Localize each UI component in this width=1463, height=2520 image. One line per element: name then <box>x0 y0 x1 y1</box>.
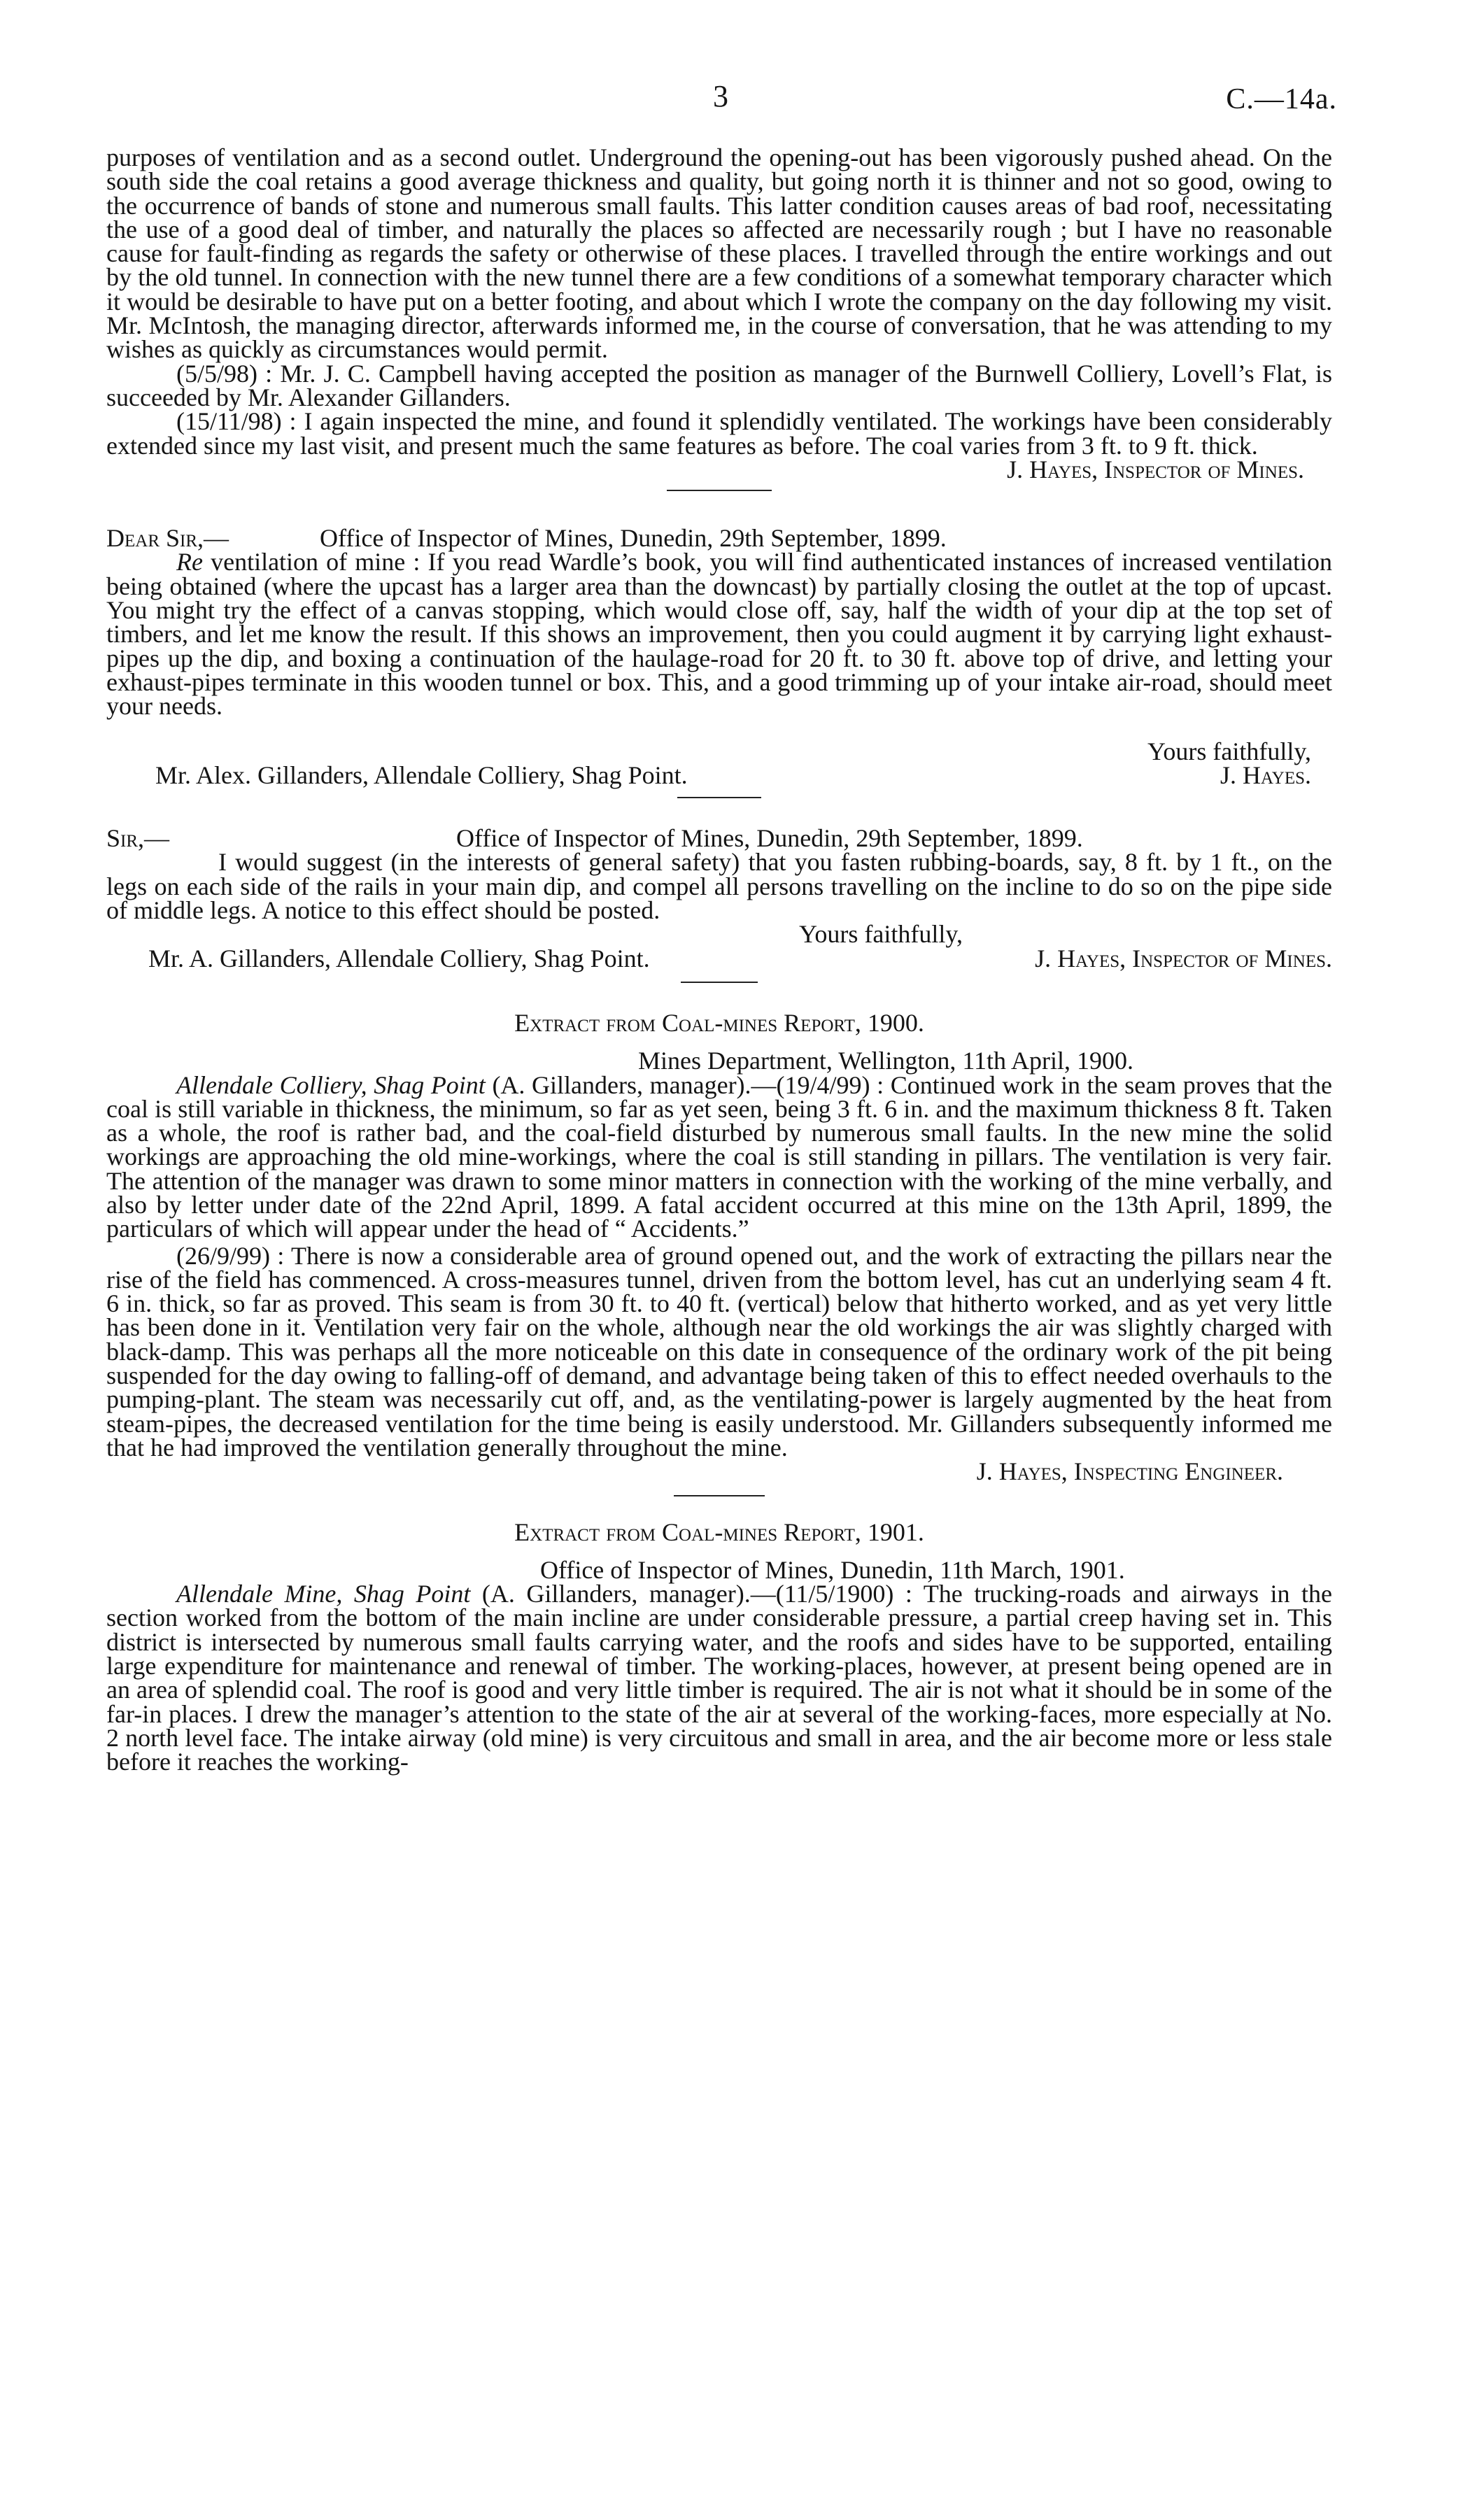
letter2-footer <box>106 944 1332 972</box>
letter1-salutation: Dear Sir,— <box>106 524 229 553</box>
letter2-header <box>106 824 1332 853</box>
divider <box>674 1495 765 1496</box>
letter1-body-lead: Re <box>176 548 203 576</box>
letter1-footer <box>106 760 1332 789</box>
extract-1901-dateline: Office of Inspector of Mines, Dunedin, 11th March, 1901. <box>540 1555 1125 1584</box>
page-number: 3 <box>713 79 728 113</box>
letter2-body: I would suggest (in the interests of general safety) that you fasten rubbing-boards, say, 8 ft. by 1 ft., on the legs on each side of the rails in your main dip, and compel all persons travelling on the incline to do so on the pipe side of middle legs. A notice to this effect should be posted. <box>106 848 1332 925</box>
extract-1901-paragraph-1 <box>106 1582 1332 1774</box>
continuation-paragraph: purposes of ventilation and as a second outlet. Underground the opening-out has been vigorously pushed ahead. On the south side the coal retains a good average thickness and quality, but going north it is thinner and not so good, owing to the occurrence of bands of stone and numerous small faults. This latter condition causes areas of bad roof, necessitating the use of a good deal of timber, and naturally the places so affected are necessarily rough ; but I have no reasonable cause for fault-finding as regards the safety or otherwise of these places. I travelled through the entire workings and out by the old tunnel. In connection with the new tunnel there are a few conditions of a somewhat temporary character which it would be desirable to have put on a better footing, and about which I wrote the company on the day following my visit. Mr. McIntosh, the managing director, afterwards informed me, in the course of conversation, that he was attending to my wishes as quickly as circumstances would permit. <box>106 143 1332 364</box>
extract-1900-lead: Allendale Colliery, Shag Point <box>176 1070 486 1099</box>
extract-1900-dateline: Mines Department, Wellington, 11th April, 1900. <box>638 1047 1134 1075</box>
extract-1900-p1-text: (A. Gillanders, manager).—(19/4/99) : Continued work in the seam proves that the coal is still variable in thickness, the minimum, so far as yet seen, being 3 ft. 6 in. and the maximum thickness 8 ft. Taken as a whole, the roof is rather bad, and the coal-field disturbed by numerous small faults. In the new mine the solid workings are approaching the old mine-workings, where the coal is still standing in pillars. The ventilation is very fair. The attention of the manager was drawn to some minor matters in connection with the working of the mine verbally, and also by letter under date of the 22nd April, 1899. A fatal accident occurred at this mine on the 13th April, 1899, the particulars of which will appear under the head of “ Accidents.” <box>106 1070 1332 1243</box>
letter1-addressee: Mr. Alex. Gillanders, Allendale Colliery, Shag Point. <box>155 760 688 789</box>
extract-1900-heading: Extract from Coal-mines Report, 1900. <box>514 1008 924 1037</box>
letter2-addressee: Mr. A. Gillanders, Allendale Colliery, Shag Point. <box>148 944 650 972</box>
extract-1901-heading: Extract from Coal-mines Report, 1901. <box>514 1517 924 1546</box>
note-inspection <box>106 409 1332 458</box>
divider <box>677 797 761 798</box>
letter2-office-line: Office of Inspector of Mines, Dunedin, 29th September, 1899. <box>456 824 1083 853</box>
letter2-closing: Yours faithfully, <box>799 920 963 949</box>
main-column <box>106 143 1333 1776</box>
divider <box>681 982 758 983</box>
letter2-signature: J. Hayes, Inspector of Mines. <box>1035 944 1332 972</box>
letter1-closing: Yours faithfully, <box>1147 737 1311 765</box>
note-inspection-text: (15/11/98) : I again inspected the mine, and found it splendidly ventilated. The workings have been considerably extended since my last visit, and present much the same features as before. The coal varies from 3 ft. to 9 ft. thick. <box>106 407 1332 460</box>
letter1-office-line: Office of Inspector of Mines, Dunedin, 29th September, 1899. <box>320 524 947 553</box>
document-reference: C.—14a. <box>1226 83 1337 115</box>
signature-text: J. Hayes, Inspector of Mines. <box>1007 455 1304 483</box>
extract-1900-signature-text: J. Hayes, Inspecting Engineer. <box>976 1457 1283 1486</box>
letter2-salutation: Sir,— <box>106 824 170 853</box>
extract-1900-paragraph-1 <box>106 1070 1332 1243</box>
extract-1901-lead: Allendale Mine, Shag Point <box>176 1580 471 1608</box>
signature-hayes-1 <box>106 455 1332 483</box>
divider <box>667 490 772 491</box>
extract-1901-p1-text: (A. Gillanders, manager).—(11/5/1900) : The trucking-roads and airways in the section worked from the bottom of the main incline are under considerable pressure, a partial creep having set in. This district is intersected by numerous small faults carrying water, and the roofs and sides have to be supported, entailing large expenditure for maintenance and renewal of timber. The working-places, however, at present being opened are in an area of splendid coal. The roof is good and very little timber is required. The air is not what it should be in some of the far-in places. I drew the manager’s attention to the state of the air at several of the working-faces, more especially at No. 2 north level face. The intake airway (old mine) is very circuitous and small in area, and the air become more or less stale before it reaches the working- <box>106 1580 1333 1776</box>
extract-1900-signature <box>106 1457 1332 1486</box>
letter1-body-text: ventilation of mine : If you read Wardle’s book, you will find authenticated instances of increased ventilation being obtained (where the upcast has a larger area than the downcast) by partially closing the outlet at the top of upcast. You might try the effect of a canvas stopping, which would close off, say, half the width of your dip at the top set of timbers, and let me know the result. If this shows an improvement, then you could augment it by carrying light exhaust-pipes up the dip, and boxing a continuation of the haulage-road for 20 ft. to 30 ft. above top of drive, and letting your exhaust-pipes terminate in this wooden tunnel or box. This, and a good trimming up of your intake air-road, should meet your needs. <box>106 548 1332 721</box>
letter1-signature: J. Hayes. <box>1220 760 1311 789</box>
note-campbell: (5/5/98) : Mr. J. C. Campbell having accepted the position as manager of the Burnwell Colliery, Lovell’s Flat, is succeeded by Mr. Alexander Gillanders. <box>106 359 1332 411</box>
letter1-body <box>106 548 1332 721</box>
letter1-header <box>106 524 1332 553</box>
extract-1900-paragraph-2: (26/9/99) : There is now a considerable area of ground opened out, and the work of extracting the pillars near the rise of the field has commenced. A cross-measures tunnel, driven from the bottom level, has cut an underlying seam 4 ft. 6 in. thick, so far as proved. This seam is from 30 ft. to 40 ft. (vertical) below that hitherto worked, and as yet very little has been done in it. Ventilation very fair on the whole, although near the old workings the air was slightly charged with black-damp. This was perhaps all the more noticeable on this date in consequence of the ordinary work of the pit being suspended for the day owing to falling-off of demand, and advantage being taken of this to effect needed overhauls to the pumping-plant. The steam was necessarily cut off, and, as the ventilating-power is largely augmented by the heat from steam-pipes, the decreased ventilation for the time being is easily understood. Mr. Gillanders subsequently informed me that he had improved the ventilation generally throughout the mine. <box>106 1241 1332 1461</box>
